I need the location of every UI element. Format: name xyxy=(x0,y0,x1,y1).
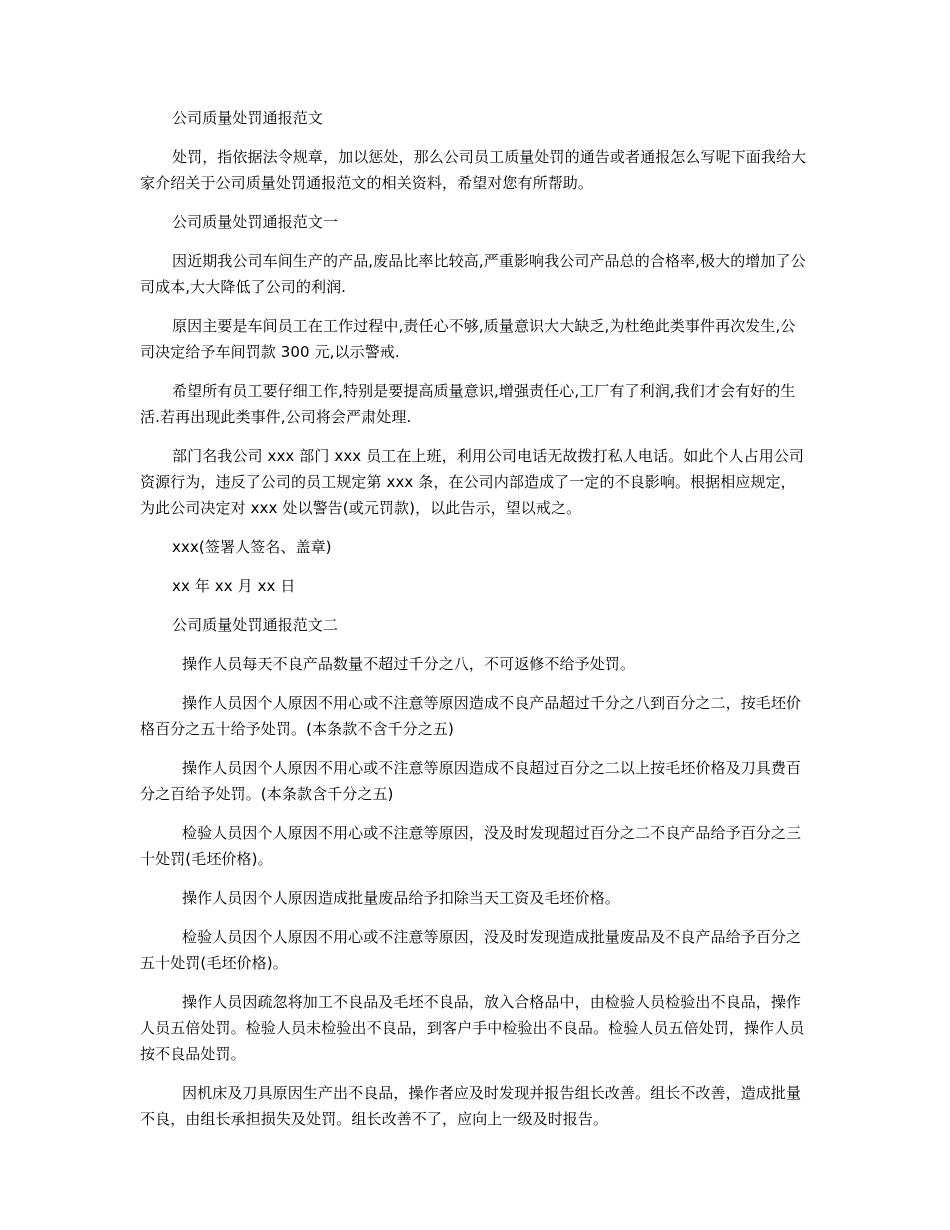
section-2-paragraph-7: 操作人员因疏忽将加工不良品及毛坯不良品，放入合格品中，由检验人员检验出不良品，操作人员五倍处罚。检验人员未检验出不良品，到客户手中检验出不良品。检验人员五倍处罚，操作人员按不良品处罚。 xyxy=(140,993,805,1063)
section-2-paragraph-8: 因机床及刀具原因生产出不良品，操作者应及时发现并报告组长改善。组长不改善，造成批量不良，由组长承担损失及处罚。组长改善不了，应向上一级及时报告。 xyxy=(140,1084,802,1128)
date-line: xx 年 xx 月 xx 日 xyxy=(172,577,296,595)
section-1-title: 公司质量处罚通报范文一 xyxy=(172,213,339,231)
section-2-paragraph-2: 操作人员因个人原因不用心或不注意等原因造成不良产品超过千分之八到百分之二，按毛坯价格百分之五十给予处罚。(本条款不含千分之五) xyxy=(140,694,802,738)
section-1-paragraph-2: 原因主要是车间员工在工作过程中,责任心不够,质量意识大大缺乏,为杜绝此类事件再次发生,公司决定给予车间罚款 300 元,以示警戒. xyxy=(140,317,796,361)
intro-paragraph: 处罚，指依据法令规章，加以惩处，那么公司员工质量处罚的通告或者通报怎么写呢下面我给大家介绍关于公司质量处罚通报范文的相关资料，希望对您有所帮助。 xyxy=(140,148,807,192)
document-page xyxy=(140,105,808,1145)
section-2-paragraph-4: 检验人员因个人原因不用心或不注意等原因，没及时发现超过百分之二不良产品给予百分之三十处罚(毛坯价格)。 xyxy=(140,824,802,868)
signature-line: xxx(签署人签名、盖章) xyxy=(172,538,332,556)
section-1-paragraph-3: 希望所有员工要仔细工作,特别是要提高质量意识,增强责任心,工厂有了利润,我们才会有好的生活.若再出现此类事件,公司将会严肃处理. xyxy=(140,382,796,426)
section-1-paragraph-4: 部门名我公司 xxx 部门 xxx 员工在上班，利用公司电话无故拨打私人电话。如此个人占用公司资源行为，违反了公司的员工规定第 xxx 条，在公司内部造成了一定的不良影响。根据相应规定，为此公司决定对 xxx 处以警告(或元罚款)，以此告示，望以戒之。 xyxy=(140,447,805,517)
section-2-paragraph-5: 操作人员因个人原因造成批量废品给予扣除当天工资及毛坯价格。 xyxy=(182,889,620,907)
section-2-title: 公司质量处罚通报范文二 xyxy=(172,616,339,634)
section-1-paragraph-1: 因近期我公司车间生产的产品,废品比率比较高,严重影响我公司产品总的合格率,极大的增加了公司成本,大大降低了公司的利润. xyxy=(140,252,806,296)
section-2-paragraph-1: 操作人员每天不良产品数量不超过千分之八，不可返修不给予处罚。 xyxy=(182,655,636,673)
document-title: 公司质量处罚通报范文 xyxy=(172,109,324,127)
section-2-paragraph-6: 检验人员因个人原因不用心或不注意等原因，没及时发现造成批量废品及不良产品给予百分之五十处罚(毛坯价格)。 xyxy=(140,928,802,972)
section-2-paragraph-3: 操作人员因个人原因不用心或不注意等原因造成不良超过百分之二以上按毛坯价格及刀具费百分之百给予处罚。(本条款含千分之五) xyxy=(140,759,802,803)
